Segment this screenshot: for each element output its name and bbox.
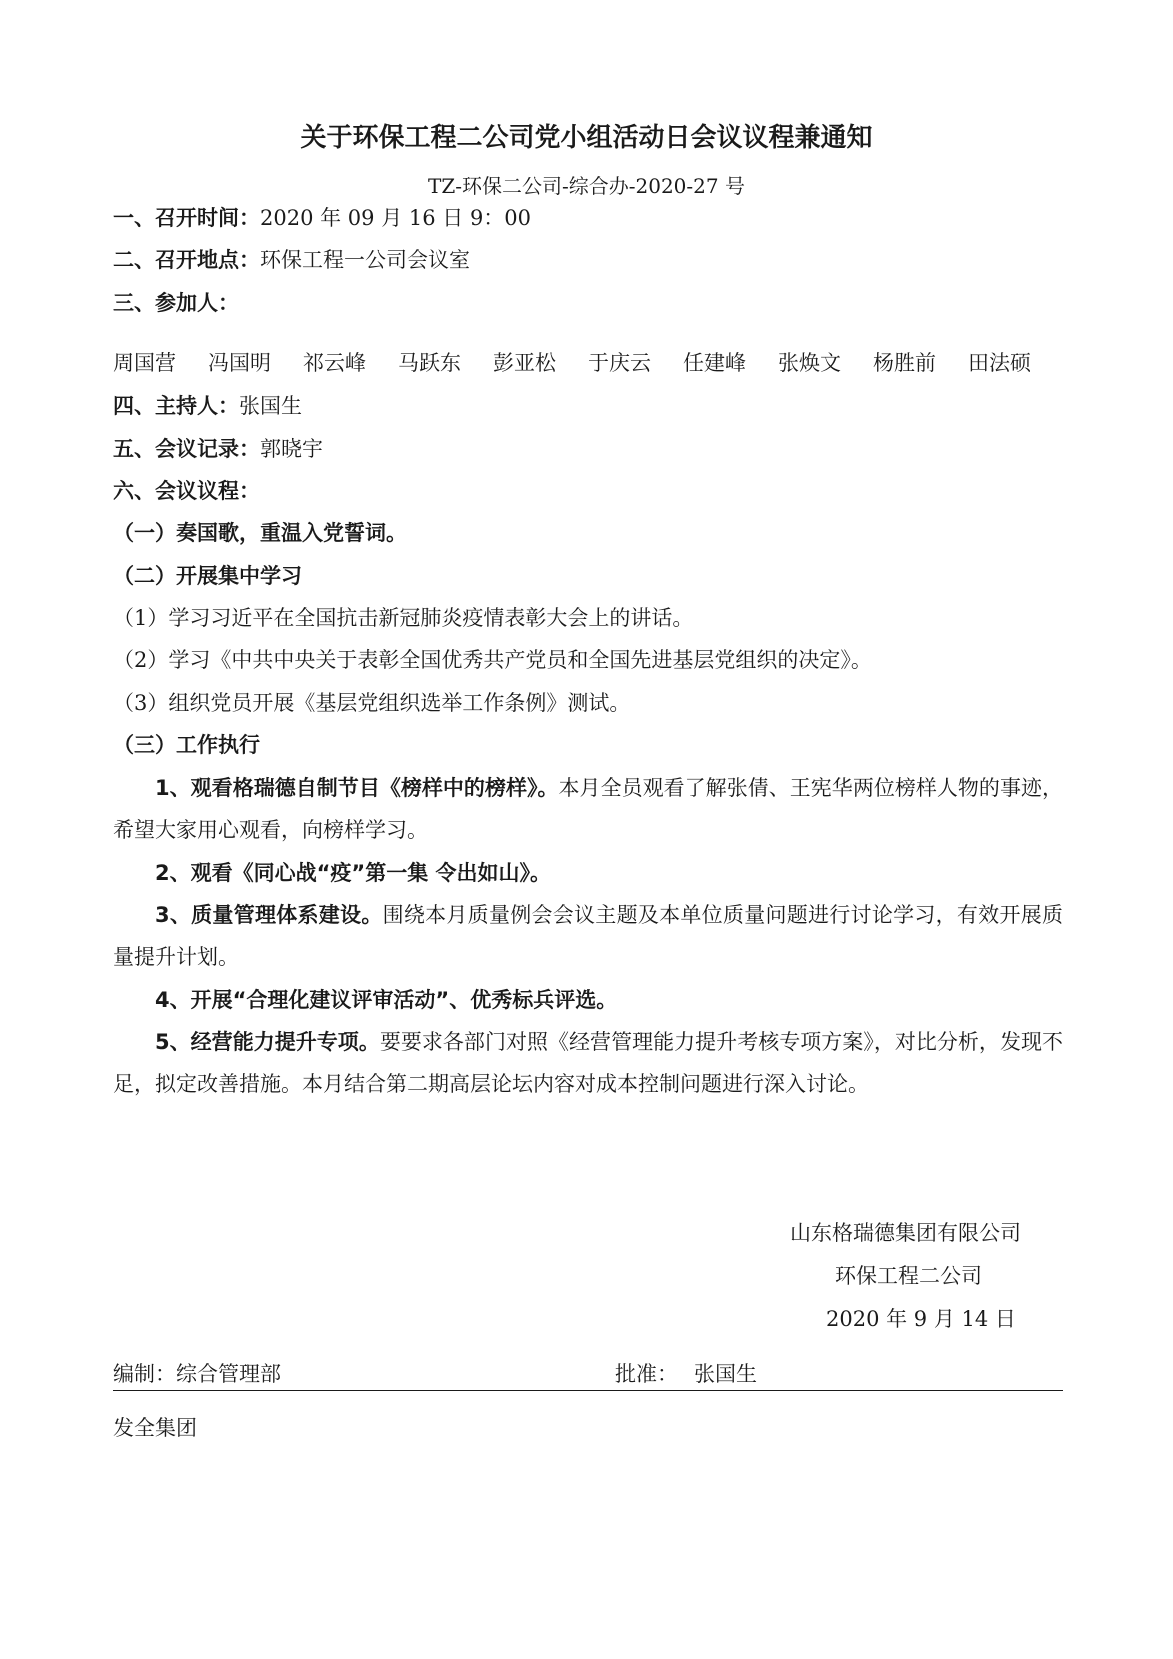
attendee: 张焕文 <box>778 351 841 375</box>
attendee: 田法硕 <box>968 351 1031 375</box>
work-item-3-heading: 3、质量管理体系建设。 <box>155 903 383 927</box>
agenda-item-2-3: （3）组织党员开展《基层党组织选举工作条例》测试。 <box>113 691 631 715</box>
attendee: 马跃东 <box>398 351 461 375</box>
host-value: 张国生 <box>239 394 302 418</box>
work-item-4 <box>113 979 1063 1021</box>
recorder-label: 五、会议记录： <box>113 437 260 461</box>
work-item-1-text: 本月全员观看了解张倩、王宪华两位榜样人物的事迹，希望大家用心观看，向榜样学习。 <box>113 776 1063 842</box>
attendee-list <box>113 349 1063 377</box>
prepared-by <box>113 1360 281 1388</box>
prepared-value: 综合管理部 <box>176 1362 281 1386</box>
place-value: 环保工程一公司会议室 <box>260 248 470 272</box>
signature-department: 环保工程二公司 <box>835 1264 982 1288</box>
document-title: 关于环保工程二公司党小组活动日会议议程兼通知 <box>300 123 873 153</box>
work-item-3 <box>113 894 1063 978</box>
agenda-section-2: （二）开展集中学习 <box>113 564 302 588</box>
recorder-value: 郭晓宇 <box>260 437 323 461</box>
work-item-1-heading: 1、观看格瑞德自制节目《榜样中的榜样》。 <box>155 776 559 800</box>
work-item-2-heading: 2、观看《同心战“疫”第一集 令出如山》。 <box>155 861 552 885</box>
recorder <box>113 435 323 463</box>
agenda-item-2-2: （2）学习《中共中央关于表彰全国优秀共产党员和全国先进基层党组织的决定》。 <box>113 648 872 672</box>
approved-label: 批准： <box>615 1362 678 1386</box>
work-item-3-text: 围绕本月质量例会会议主题及本单位质量问题进行讨论学习，有效开展质量提升计划。 <box>113 903 1063 969</box>
attendee: 任建峰 <box>683 351 746 375</box>
work-item-5 <box>113 1021 1063 1105</box>
agenda-label: 六、会议议程： <box>113 479 260 503</box>
agenda-item-2-1: （1）学习习近平在全国抗击新冠肺炎疫情表彰大会上的讲话。 <box>113 606 694 630</box>
footer-divider <box>113 1390 1063 1391</box>
work-item-4-heading: 4、开展“合理化建议评审活动”、优秀标兵评选。 <box>155 988 618 1012</box>
work-item-5-heading: 5、经营能力提升专项。 <box>155 1030 380 1054</box>
time-value: 2020 年 09 月 16 日 9：00 <box>260 206 532 230</box>
approved-by <box>615 1360 757 1388</box>
attendee: 周国营 <box>113 351 176 375</box>
document-number: TZ-环保二公司-综合办-2020-27 号 <box>428 174 745 198</box>
attendees-label: 三、参加人： <box>113 291 239 315</box>
approved-value: 张国生 <box>694 1362 757 1386</box>
work-item-5-text: 要要求各部门对照《经营管理能力提升考核专项方案》，对比分析，发现不足，拟定改善措施。本月结合第二期高层论坛内容对成本控制问题进行深入讨论。 <box>113 1030 1063 1096</box>
work-item-1 <box>113 767 1063 851</box>
attendee: 冯国明 <box>208 351 271 375</box>
agenda-section-1: （一）奏国歌，重温入党誓词。 <box>113 521 407 545</box>
host <box>113 392 302 420</box>
attendee: 祁云峰 <box>303 351 366 375</box>
distribution: 发全集团 <box>113 1416 197 1440</box>
signature-company: 山东格瑞德集团有限公司 <box>790 1221 1021 1245</box>
work-item-2 <box>113 852 1063 894</box>
agenda-section-3: （三）工作执行 <box>113 733 260 757</box>
place-label: 二、召开地点： <box>113 248 260 272</box>
attendee: 杨胜前 <box>873 351 936 375</box>
prepared-label: 编制： <box>113 1362 176 1386</box>
host-label: 四、主持人： <box>113 394 239 418</box>
meeting-place <box>113 246 470 274</box>
time-label: 一、召开时间： <box>113 206 260 230</box>
attendee: 彭亚松 <box>493 351 556 375</box>
signature-date: 2020 年 9 月 14 日 <box>826 1307 1016 1331</box>
meeting-time <box>113 204 531 232</box>
attendee: 于庆云 <box>588 351 651 375</box>
